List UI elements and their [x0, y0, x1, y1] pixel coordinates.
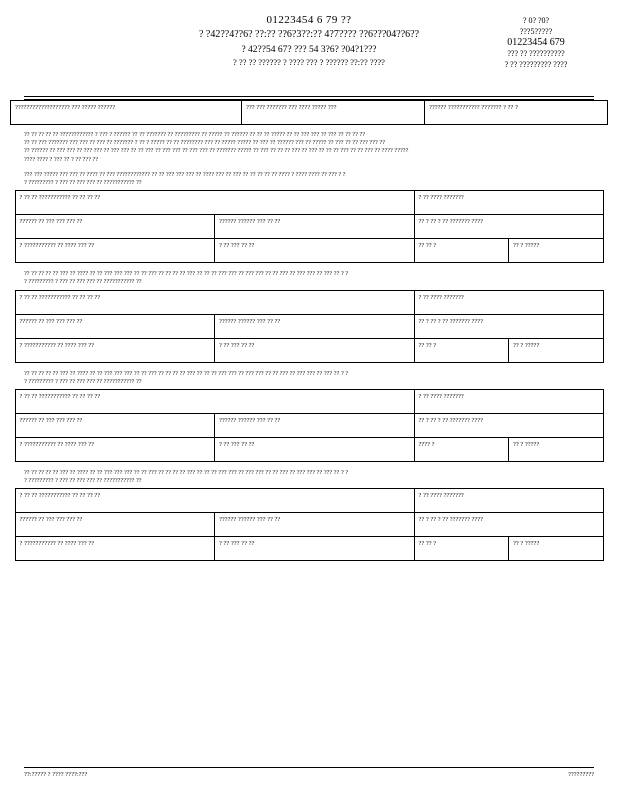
header-right-line-5: ? ?? ????????? ???? — [504, 59, 568, 69]
section-1-table — [15, 190, 604, 263]
s3-name-field: ? ?? ?? ??????????? ?? ?? ?? ?? — [15, 390, 414, 414]
header-right-line-4: ??? ?? ?????????? — [507, 49, 565, 58]
table-row — [15, 390, 603, 414]
s4-extra-field: ? ??????????? ?? ???? ??? ?? — [15, 537, 215, 561]
section-1 — [0, 171, 618, 263]
section-4-note — [24, 469, 594, 485]
intro-line-1: ?? ?? ?? ?? ?? ???????????? ? ??? ? ?????? ?? ?? ??????? ?? ????????? ?? ????? ?? ?????? ?? ?? ?? ????? ?? ?? ??? ??? ?? ??? ?? ?? ?? ?? — [24, 131, 366, 138]
document-footer — [24, 767, 594, 778]
s2-zip-field: ?? ? ?? ? ?? ??????? ???? — [414, 314, 603, 338]
s3-code-field: ???? ? — [414, 438, 509, 462]
s1-code-field: ?? ?? ? — [414, 239, 509, 263]
section-2-note-line-1: ?? ?? ?? ?? ?? ??? ?? ???? ?? ?? ??? ??? ??? ?? ?? ??? ?? ?? ?? ?? ??? ?? ?? ?? ??? ??? ?? ??? ??? ?? ?? ??? ?? ??? ??? ?? ??? ?? ? ? — [24, 270, 349, 278]
section-2 — [0, 270, 618, 362]
section-3-note-line-2: ? ????????? ? ??? ?? ??? ??? ?? ??????????? ?? — [24, 377, 142, 385]
document-header — [0, 0, 618, 92]
table-row — [15, 513, 603, 537]
intro-line-4: ???? ???? ? ??? ?? ? ?? ??? ?? — [24, 155, 99, 163]
s3-addr-field: ?????? ?? ??? ??? ??? ?? — [15, 414, 215, 438]
header-line-3: ? 42??54 67? ??? 54 3?6? ?04?1??? — [241, 45, 377, 55]
s1-amount-field: ?? ? ????? — [509, 239, 604, 263]
top-cell-3: ?????? ??????????? ??????? ? ?? ? — [425, 101, 608, 125]
header-right-line-1: ? 0? ?0? — [522, 16, 550, 25]
s3-extra-field: ? ??????????? ?? ???? ??? ?? — [15, 438, 215, 462]
s3-zip-field: ?? ? ?? ? ?? ??????? ???? — [414, 414, 603, 438]
s2-name-field: ? ?? ?? ??????????? ?? ?? ?? ?? — [15, 290, 414, 314]
table-row — [11, 101, 608, 125]
section-1-note-line-1: ??? ??? ????? ??? ??? ?? ???? ?? ??? ???????????? ?? ?? ??? ??? ??? ?? ???? ??? ?? ??? ?? ?? ?? ?? ?? ???? ? ???? ???? ?? ??? ? ? — [24, 170, 346, 178]
section-2-note — [24, 270, 594, 286]
intro-line-3: ?? ?????? ?? ??? ??? ?? ??? ??? ?? ??? ??? ?? ?? ??? ?? ??? ??? ?? ??? ??? ?? ??????? ????? ?? ??? ?? ?? ?? ??? ?? ??? ?? ?? ?? ??? ?? ?? ??? ?? ???? ????? — [24, 147, 409, 155]
s2-code-field: ?? ?? ? — [414, 338, 509, 362]
s4-code-field: ?? ?? ? — [414, 537, 509, 561]
intro-line-2: ?? ?? ??? ??????? ??? ??? ?? ??? ?? ??????? ? ?? ? ????? ?? ?? ???????? ??? ?? ????? ????? ?? ??? ?? ?????? ??? ?? ????? ?? ??? ?? ?? ??? ??? ?? — [24, 139, 385, 147]
intro-paragraph — [24, 131, 594, 164]
s4-city-field: ?????? ?????? ??? ?? ?? — [215, 513, 415, 537]
s3-amount-field: ?? ? ????? — [509, 438, 604, 462]
section-4-note-line-1: ?? ?? ?? ?? ?? ??? ?? ???? ?? ?? ??? ??? ??? ?? ?? ??? ?? ?? ?? ?? ??? ?? ?? ?? ??? ??? ?? ??? ??? ?? ?? ??? ?? ??? ??? ?? ??? ?? ? ? — [24, 469, 349, 477]
footer-row — [24, 768, 594, 778]
s4-date-field: ? ?? ???? ??????? — [414, 489, 603, 513]
s3-city-field: ?????? ?????? ??? ?? ?? — [215, 414, 415, 438]
section-3-table — [15, 389, 604, 462]
s1-addr-field: ?????? ?? ??? ??? ??? ?? — [15, 215, 215, 239]
table-row — [15, 239, 603, 263]
table-row — [15, 414, 603, 438]
s1-date-field: ? ?? ???? ??????? — [414, 191, 603, 215]
table-row — [15, 489, 603, 513]
s4-phone-field: ? ?? ??? ?? ?? — [215, 537, 415, 561]
s4-name-field: ? ?? ?? ??????????? ?? ?? ?? ?? — [15, 489, 414, 513]
page-title: 01223454 6 79 ?? — [266, 14, 352, 26]
section-4-note-line-2: ? ????????? ? ??? ?? ??? ??? ?? ??????????? ?? — [24, 477, 142, 485]
section-2-table — [15, 290, 604, 363]
s1-zip-field: ?? ? ?? ? ?? ??????? ???? — [414, 215, 603, 239]
s4-zip-field: ?? ? ?? ? ?? ??????? ???? — [414, 513, 603, 537]
section-3-note — [24, 370, 594, 386]
s1-name-field: ? ?? ?? ??????????? ?? ?? ?? ?? — [15, 191, 414, 215]
section-4-table — [15, 488, 604, 561]
top-cell-1: ??????????????????? ??? ????? ?????? — [11, 101, 242, 125]
section-1-note-line-2: ? ????????? ? ??? ?? ??? ??? ?? ??????????? ?? — [24, 179, 142, 187]
s1-city-field: ?????? ?????? ??? ?? ?? — [215, 215, 415, 239]
s2-extra-field: ? ??????????? ?? ???? ??? ?? — [15, 338, 215, 362]
s2-phone-field: ? ?? ??? ?? ?? — [215, 338, 415, 362]
s4-addr-field: ?????? ?? ??? ??? ??? ?? — [15, 513, 215, 537]
header-subtitle: ? ?42??4??6? ??:?? ??6?3??:?? 4?7???? ??6???04??6?? — [198, 29, 420, 40]
table-row — [15, 215, 603, 239]
header-right-line-2: ???5????? — [519, 26, 553, 36]
s4-amount-field: ?? ? ????? — [509, 537, 604, 561]
footer-left-text: ??:????? ? ???? ????:??? — [24, 771, 88, 778]
table-row — [15, 290, 603, 314]
s3-phone-field: ? ?? ??? ?? ?? — [215, 438, 415, 462]
top-cell-2: ??? ??? ??????? ??? ???? ????? ??? — [242, 101, 425, 125]
table-row — [15, 314, 603, 338]
table-row — [15, 191, 603, 215]
section-2-note-line-2: ? ????????? ? ??? ?? ??? ??? ?? ??????????? ?? — [24, 278, 142, 286]
table-row — [15, 338, 603, 362]
s1-phone-field: ? ?? ??? ?? ?? — [215, 239, 415, 263]
table-row — [15, 438, 603, 462]
divider-thick — [24, 96, 594, 97]
header-center-block — [89, 14, 529, 68]
s2-date-field: ? ?? ???? ??????? — [414, 290, 603, 314]
s2-amount-field: ?? ? ????? — [509, 338, 604, 362]
s2-city-field: ?????? ?????? ??? ?? ?? — [215, 314, 415, 338]
header-line-4: ? ?? ?? ?????? ? ???? ??? ? ?????? ??:?? ???? — [233, 57, 385, 67]
top-info-table — [10, 100, 608, 125]
section-3-note-line-1: ?? ?? ?? ?? ?? ??? ?? ???? ?? ?? ??? ??? ??? ?? ?? ??? ?? ?? ?? ?? ??? ?? ?? ?? ??? ??? ?? ??? ??? ?? ?? ??? ?? ??? ??? ?? ??? ?? ? ? — [24, 369, 349, 377]
section-3 — [0, 370, 618, 462]
table-row — [15, 537, 603, 561]
section-1-note — [24, 171, 594, 187]
footer-right-text: ????????? — [568, 771, 594, 778]
section-4 — [0, 469, 618, 561]
header-right-line-3: 01223454 679 — [507, 37, 565, 48]
s2-addr-field: ?????? ?? ??? ??? ??? ?? — [15, 314, 215, 338]
s3-date-field: ? ?? ???? ??????? — [414, 390, 603, 414]
header-right-block — [482, 16, 590, 70]
s1-extra-field: ? ??????????? ?? ???? ??? ?? — [15, 239, 215, 263]
